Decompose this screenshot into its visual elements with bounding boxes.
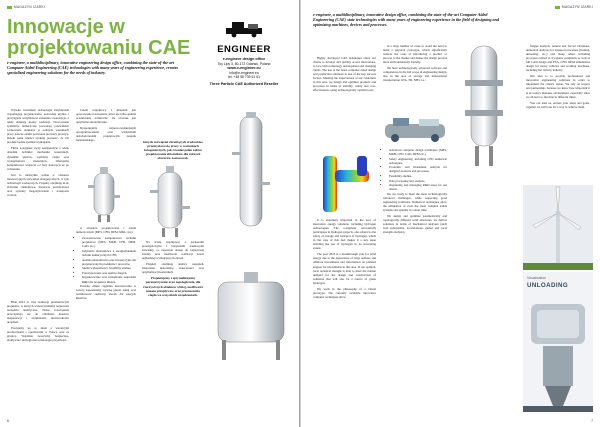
paragraph: Dysponujemy najnowocześniejszym oprogramowaniem oraz wieloletnim doświadczeniem projektowym zespołu inżynierskiego. [76, 126, 136, 143]
paragraph: We work in the philosophy of a virtual prototype. The currently available innovative computer techniques allow [313, 286, 376, 299]
list-item: • Data processing and analysis, [389, 179, 447, 183]
left-col-3-note [142, 140, 204, 162]
paragraph: We are ready to meet the most technologically advanced challenges, while respecting good engineering traditions. Numerical techniques allow the simulation of even the most complex solids systems and systems in a short time. [383, 192, 447, 213]
right-col-1 [313, 56, 376, 94]
paragraph: Jest to niezwykle ważne w obszarze innowacyjnych rozwiązań energetycznych, w tym technologii wodorowych. Projekty obejmują m.in. zbiorniki ciśnieniowe, instalacje przemysłowe oraz systemy magazynowania i transportu wodoru. [7, 172, 69, 197]
list-item: • Prototypowanie oraz analiza danych, [82, 271, 136, 275]
list-item: • Organizing and managing R&D areas for our clients. [389, 183, 447, 191]
left-bullet-list [76, 236, 136, 283]
paragraph: Projekty obejmują analizy naprężeń, zmęczenia materiałów, stateczności oraz optymalizacji konstrukcji. [142, 262, 204, 275]
right-col-2-list [383, 148, 447, 237]
hydrogen-tank-image [140, 166, 200, 238]
page-number: 7 [591, 419, 593, 423]
wind-turbine-image [523, 185, 593, 270]
article-lead: e-engineer, a multidisciplinary, innovative engineering design office, combining the state-of-the-art Computer Aided Engineering (CAE) technologies with many years of engineering experience, creates specialized engineering solutions for the needs of industry. [7, 60, 179, 75]
article-title: Innowacje w projektowaniu CAE [7, 16, 191, 59]
left-col-1b [7, 300, 69, 344]
list-item: • Advanced computer design techniques (MES, MKB, CFD, CAD, DEM etc.) [389, 148, 447, 156]
list-item: • Economic and investment analysis for designed products and processes, [389, 165, 447, 173]
column-vessel-image [210, 112, 292, 412]
list-item: • Analiza ekonomiczna oraz inwestycyjna dla projektowanych produktów i procesów, [82, 258, 136, 266]
paragraph: Blok 2023 to czas realizacji przełomowych projektów, w których wykorzystaliśmy najnowsze narzędzia analityczne. Nasze rozwiązania przyczyniają się do obniżenia kosztów eksploatacji i zwiększenia niezawodności urządzeń. [7, 300, 69, 325]
list-item: • Safety engineering, including CFD numerical techniques, [389, 157, 447, 165]
engineer-logo-icon [224, 18, 264, 38]
paragraph: w obszarze projektowania i analiz numerycznych (MES, CFD, DEM, MKL i in.): [76, 226, 136, 235]
list-item: • Organizowanie oraz zarządzanie zespołami R&D dla projektów klienta. [82, 275, 136, 283]
vessel-render-image [451, 40, 517, 190]
logo-word: ENGINEER [217, 44, 271, 55]
list-item: • Feasibility studies, [389, 174, 447, 178]
left-col-1 [7, 108, 69, 199]
figure-title: UNLOADING [527, 282, 569, 289]
paragraph: fatigue analysis, natural and forced vibrations, numerical analyses for transport processes (loading, unloading, etc.) and many others including processes related to cryogenic conditions as well as full CAD design and FEA, CFD, DEM simulations design for heavy vehicles and working machines, including the railway industry. [526, 44, 590, 73]
partner-line: Three Particle CAE Authorized Reseller [209, 81, 279, 86]
office-phone: tel. +48 58 739 61 61 [228, 75, 260, 80]
pipe-simulation-image [317, 150, 375, 216]
list-item: • Studia wykonalności, feasibility studies, [82, 266, 136, 270]
paragraph: in a large number of cases to avoid the need to build a physical prototype, which significantly reduces the costs of introducing a product or process to the market and makes the design process more environmentally friendly. [383, 44, 447, 65]
left-col-2 [76, 108, 136, 144]
figure-caption: Visualization [527, 276, 546, 280]
right-col-2 [383, 44, 447, 84]
paragraph: We design and optimize parametrically and topologically different solid structures, we deliver solutions in terms of mechanical analyses (such load subsystems, accelerations, global and local strength analysis), [383, 214, 447, 235]
running-head: MAGAZYN IZARKI [555, 5, 593, 9]
unloading-scene-icon [523, 294, 593, 412]
paragraph: We have technologically advanced software and competences in the full scope of engineering design, also in the area of storage and international transportation LNG, H2, NH3, i.e.: [383, 66, 447, 83]
paragraph: Celem współpracy z klientem jest opracowanie rozwiązania, które nie tylko spełnia oczekiwania techniczne, ale również jest optymalne ekonomicznie. [76, 108, 136, 125]
highlight-note: Projektujemy i optymalizujemy parametrycznie oraz topologicznie, dla rzeczywistych obiektów wbitej, możliwości tematu przepływów oraz przenoszenia ciepła we wszystkich urządzeniach. [143, 276, 203, 297]
paragraph: Pracujemy na co dzień z wiodącymi producentami i operatorami w Polsce oraz za granicą. Wspólnie tworzymy bezpieczne, efektywne i ekologiczne technologie przyszłości. [7, 326, 69, 343]
pressure-vessel-image [78, 165, 130, 223]
running-head: MAGAZYN IZARKI [7, 5, 45, 9]
paragraph: The year 2023 is a breakthrough year for wind energy due to the appearance of large onshore and offshore investments and information on planned support for investments in this area. In our opinion, local technical thought is able to meet the market demand for the design and construction of solutions that will also be a source of green hydrogen. [313, 252, 376, 285]
paragraph: It is extremely important in the area of innovative energy solutions, including hydrogen technologies. The e-engineer successfully participates in hydrogen projects, also related to the safety of storage and transport of hydrogen, which in the case of this fuel makes it a key issue enabling the use of hydrogen in an increasing extent. [313, 218, 376, 251]
unloading-visualization [523, 272, 593, 412]
paragraph: Our idea is to provide professional and innovative engineering solutions in order to implement the client's vision. We rely on respect and partnership, because we know how important it is in today's business environment, especially since we all have to function in different times. [526, 74, 590, 99]
office-name: e-engineer design office [222, 57, 266, 61]
paragraph: Wysoko rozwinięte technologie inżynierskie wspomagają projektowanie, pozwalają szybko i precyzyjnie weryfikować założenia i koncepcje, a także obniżają koszty realizacji. Nowoczesne symulacje numeryczne pozwalają przewidzieć zachowanie obiektów w realnych warunkach pracy jeszcze zanim powstanie pierwszy prototyp. Dzięki temu klienci zyskują pewność, że ich produkt będzie spełniał wymagania. [7, 108, 69, 145]
paragraph: Ponadto dzięki ciągłemu inwestowaniu w rozwój zapewniamy wysoką jakość usług oraz terminowość realizacji zleceń dla naszych klientów. [76, 284, 136, 301]
article-lead-en: e-engineer, a multidisciplinary, innovative design office, combining the state-of-the-art Computer Aided Engineering (CAE) state technologies with many years of engineering experience in the field of designing and optimizing machines, devices and processes. [313, 12, 499, 27]
paragraph: Na ścisłą współpracę z partnerami przemysłowymi i instytutami naukowymi stawiamy, co zapewnia dostęp do najnowszej wiedzy oraz możliwość realizacji nawet najbardziej wymagających zleceń. [142, 240, 204, 261]
list-item: • Zaawansowane komputerowe techniki projektowe (MES, MKB, CFD, DEM, CAD, etc.) [82, 236, 136, 248]
engine-simulation-image [383, 114, 447, 144]
left-col-3 [142, 240, 204, 299]
right-page [301, 0, 600, 427]
paragraph: Firma e-engineer łączy kompetencje z wielu dziedzin techniki: mechaniki konstrukcji, dynamiki płynów, wymiany ciepła oraz wytrzymałości materiałów. Oferujemy kompleksowe wsparcie od fazy koncepcji aż po wdrożenie. [7, 146, 69, 171]
list-item: • Inżynieria materiałowa z uwzględnieniem technik numerycznych CFD, [82, 249, 136, 257]
company-box [200, 18, 288, 106]
page-number: 6 [7, 419, 9, 423]
right-col-1b [313, 218, 376, 301]
right-bullet-list [383, 148, 447, 191]
left-page [0, 0, 299, 427]
paragraph: Highly developed CAE techniques allow our clients to develop and quickly access innovations, to face with technology development and changing trends. The use of the latest computer aided design and production solutions is one of the key success factors. Meeting the expectations of our customers in this area, we design and optimize products and processes in terms of stability, safety and cost-effectiveness, using technologically optimal tools. [313, 56, 376, 93]
left-col-2b [76, 226, 136, 302]
office-email: info@e-engineer.eu [229, 70, 259, 75]
highlight-note: Innych rozwiązań chroniących środowisko przemysłowe do pracy w warunkach kriogenicznych, jak również pełen zakres projektowania zbiorników dla różnych obszarów zastosowań. [143, 140, 203, 161]
office-web: www.e-engineer.eu [227, 66, 261, 71]
office-address: Toy Lipy 3, 80-172 Gdańsk, Poland [217, 61, 271, 66]
paragraph: You can trust us, entrust your ideas and goals, together we will look for a way to achieve them. [526, 100, 590, 109]
